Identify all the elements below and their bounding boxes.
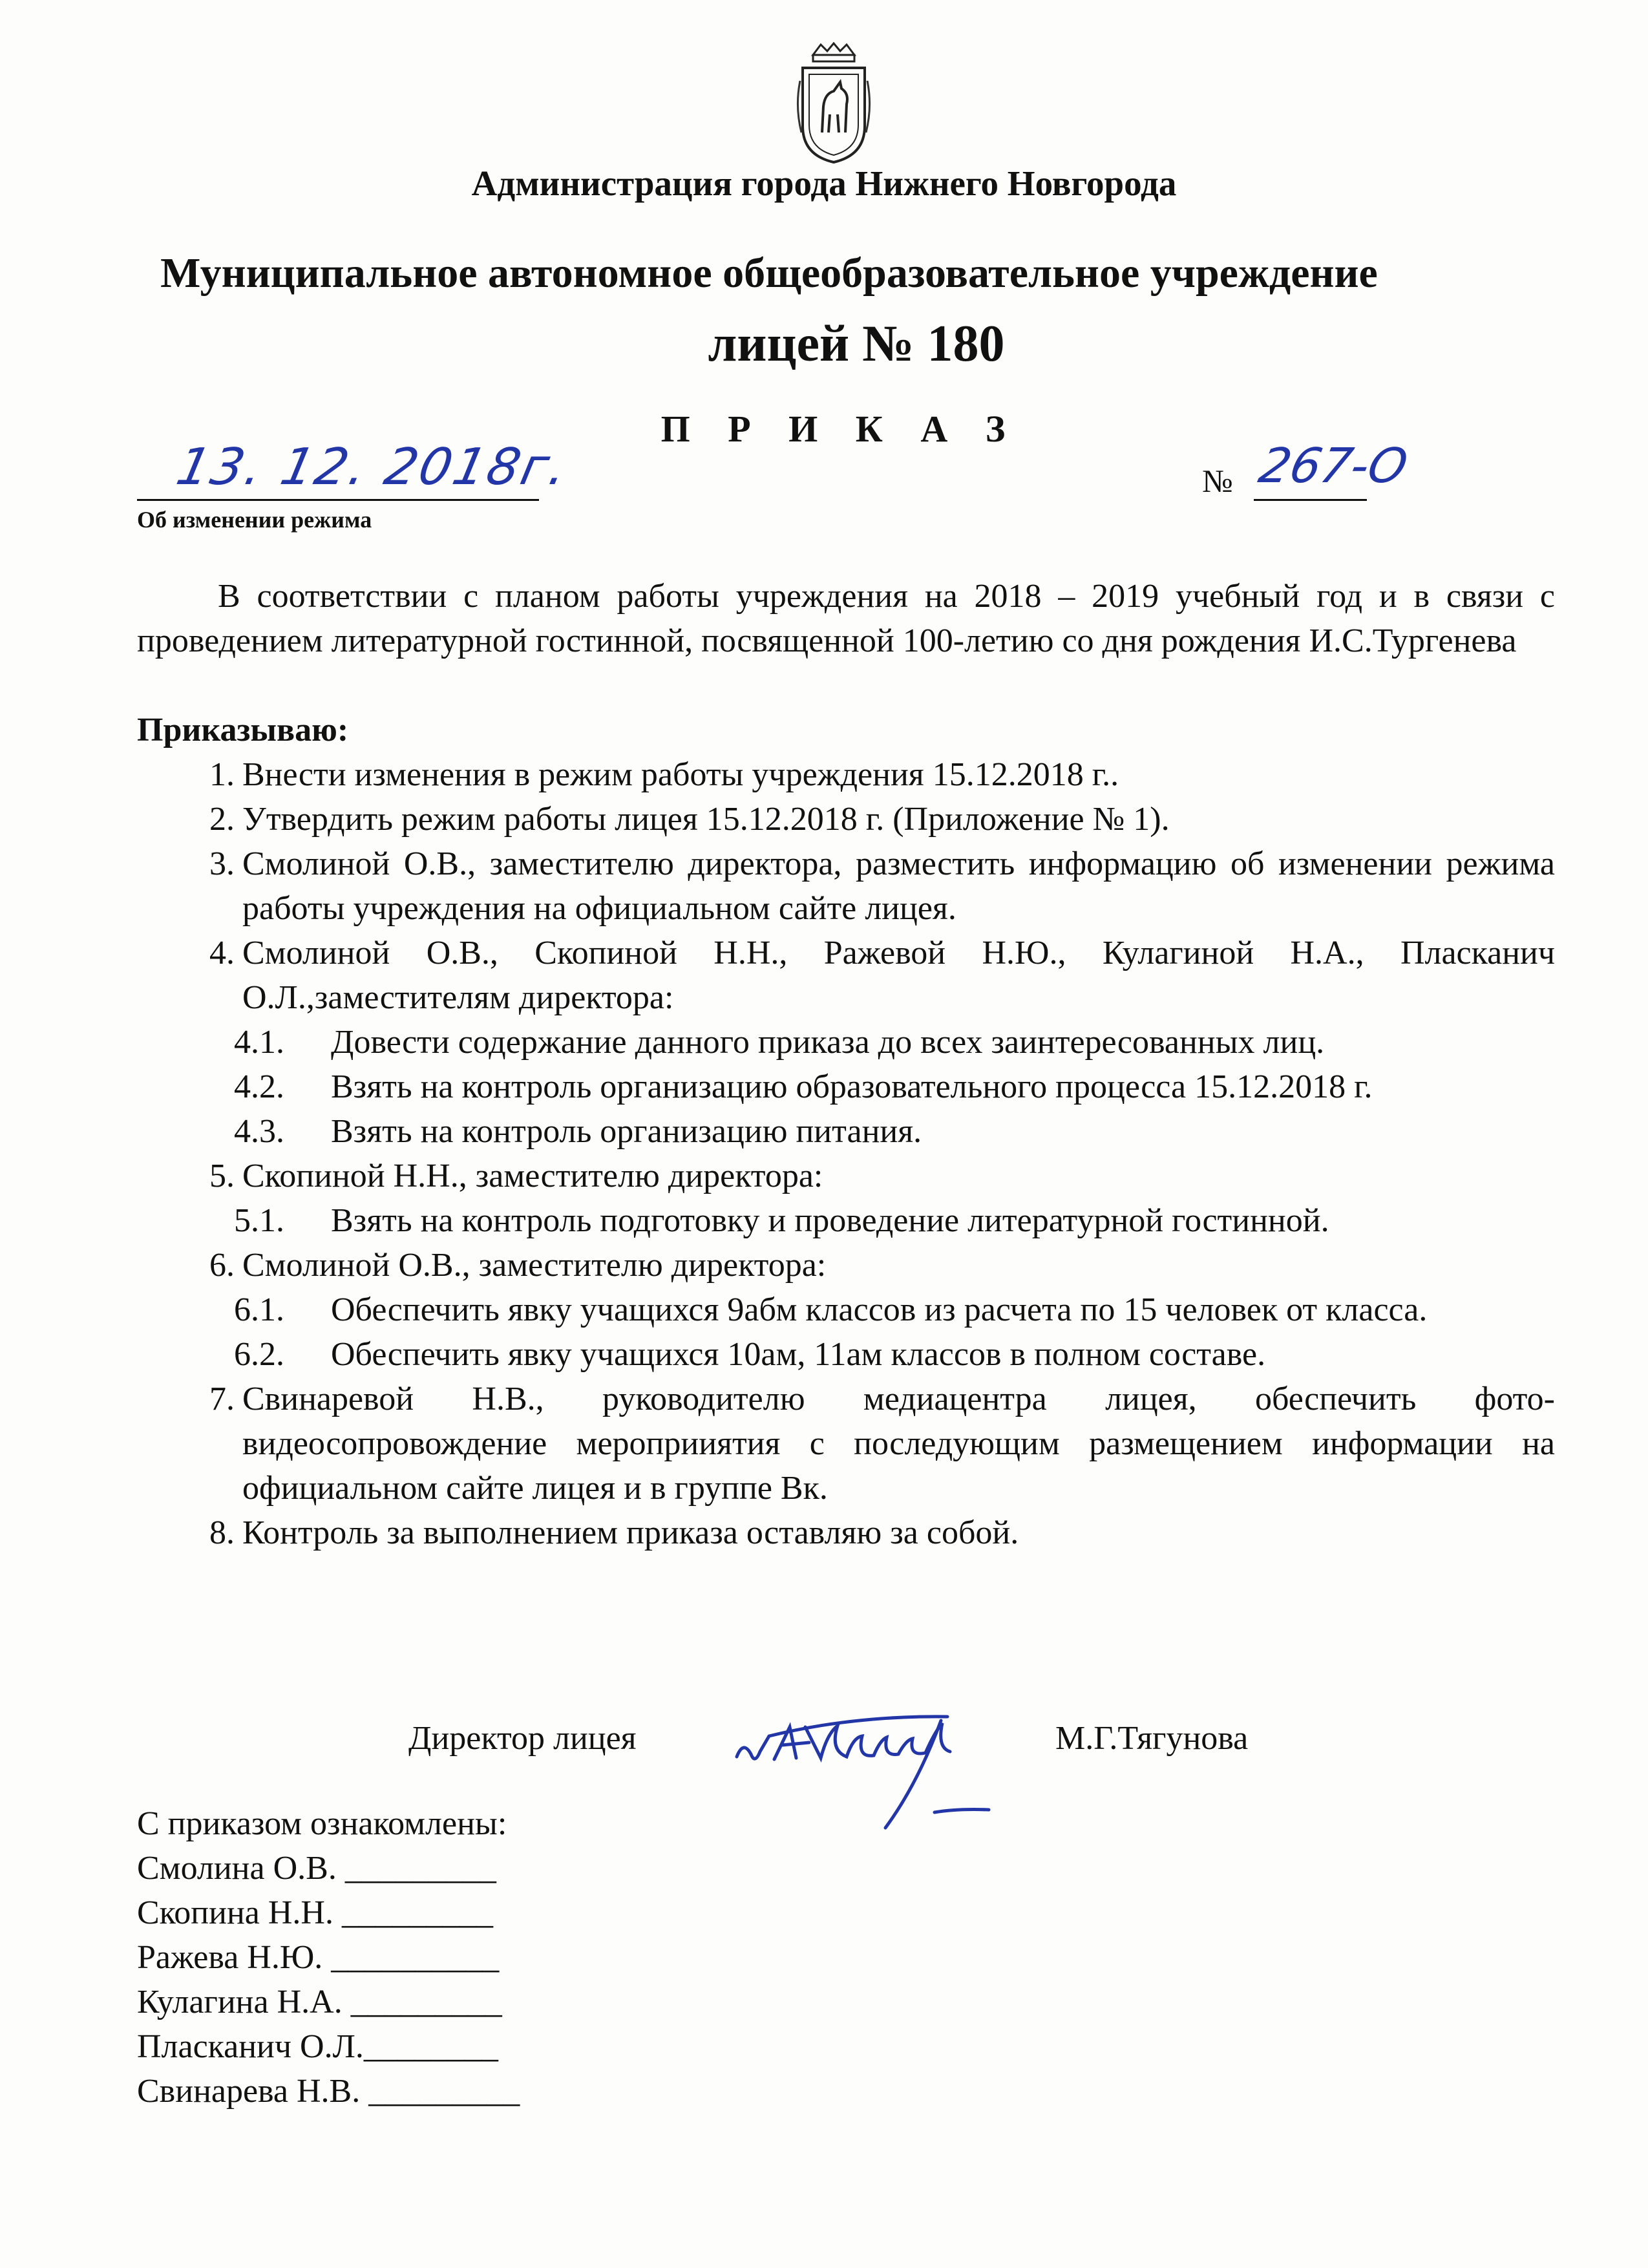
list-item: 5. Скопиной Н.Н., заместителю директора: (209, 1158, 823, 1194)
institution-heading: Муниципальное автономное общеобразовательное учреждение (160, 249, 1378, 297)
order-subject: Об изменении режима (137, 507, 372, 533)
acquaintance-block (137, 1801, 520, 2114)
order-body (137, 574, 1555, 1555)
list-item: 6. Смолиной О.В., заместителю директора: (209, 1247, 827, 1284)
acquaintance-name: Свинарева Н.В. _________ (137, 2073, 520, 2110)
date-line (137, 499, 539, 501)
list-item: 3. Смолиной О.В., заместителю директора, разместить информацию об изменении режима работы учреждения на официальном сайте лицея. (209, 845, 1555, 927)
administration-heading: Администрация города Нижнего Новгорода (471, 164, 1177, 203)
handwritten-date: 13. 12. 2018г. (171, 438, 575, 496)
director-position: Директор лицея (408, 1720, 637, 1757)
acquaintance-title: С приказом ознакомлены: (137, 1805, 507, 1842)
list-item: 7. Свинаревой Н.В., руководителю медиацентра лицея, обеспечить фото-видеосопровождение мероприиятия с последующим размещением информации на официальном сайте лицея и в группе Вк. (209, 1381, 1555, 1507)
sub-list-item: 6.1. Обеспечить явку учащихся 9абм классов из расчета по 15 человек от класса. (234, 1291, 1428, 1328)
lyceum-heading: лицей № 180 (708, 315, 1005, 372)
handwritten-number: 267-О (1254, 438, 1413, 494)
acquaintance-name: Скопина Н.Н. _________ (137, 1894, 493, 1931)
acquaintance-name: Смолина О.В. _________ (137, 1850, 496, 1887)
order-title: Приказываю: (137, 712, 349, 748)
coat-of-arms-emblem (795, 42, 872, 165)
document-type-heading: П Р И К А З (660, 408, 1020, 450)
number-line (1254, 499, 1367, 501)
sub-list-item: 5.1. Взять на контроль подготовку и проведение литературной гостинной. (234, 1202, 1329, 1239)
list-item: 1. Внести изменения в режим работы учреждения 15.12.2018 г.. (209, 756, 1119, 793)
list-item: 4. Смолиной О.В., Скопиной Н.Н., Ражевой Н.Ю., Кулагиной Н.А., Пласканич О.Л.,заместителям директора: (209, 935, 1555, 1016)
sub-list-item: 4.1. Довести содержание данного приказа до всех заинтересованных лиц. (234, 1024, 1325, 1061)
sub-list-item: 6.2. Обеспечить явку учащихся 10ам, 11ам классов в полном составе. (234, 1336, 1266, 1373)
acquaintance-name: Ражева Н.Ю. __________ (137, 1939, 500, 1976)
list-item: 8. Контроль за выполнением приказа оставляю за собой. (209, 1514, 1019, 1551)
sub-list-item: 4.2. Взять на контроль организацию образовательного процесса 15.12.2018 г. (234, 1068, 1373, 1105)
list-item: 2. Утвердить режим работы лицея 15.12.2018 г. (Приложение № 1). (209, 801, 1170, 838)
handwritten-signature (724, 1680, 1086, 1849)
sub-list-item: 4.3. Взять на контроль организацию питания. (234, 1113, 922, 1150)
director-name: М.Г.Тягунова (1055, 1720, 1249, 1757)
intro-paragraph: В соответствии с планом работы учреждения на 2018 – 2019 учебный год и в связи с проведением литературной гостинной, посвященной 100-летию со дня рождения И.С.Тургенева (137, 578, 1555, 659)
acquaintance-name: Кулагина Н.А. _________ (137, 1984, 502, 2020)
acquaintance-name: Пласканич О.Л.________ (137, 2028, 498, 2065)
number-sign: № (1202, 463, 1233, 499)
